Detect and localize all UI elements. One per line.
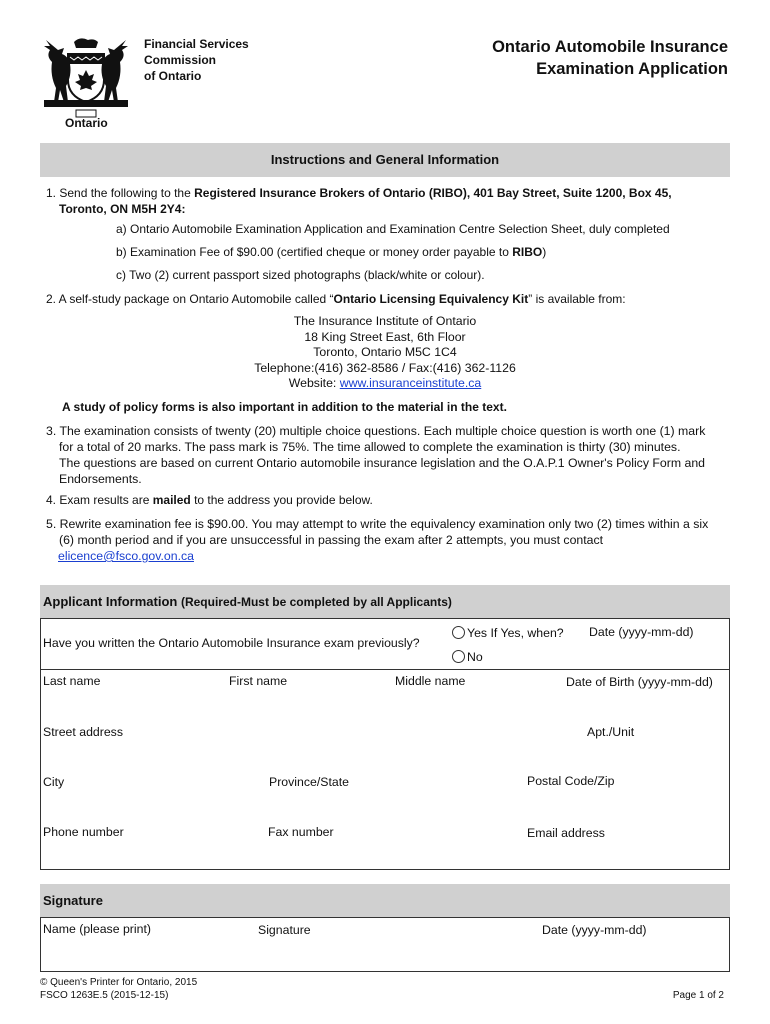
institute-city: Toronto, Ontario M5C 1C4 bbox=[313, 345, 457, 359]
apt-unit-field[interactable]: Apt./Unit bbox=[587, 725, 635, 739]
footer-form-id: FSCO 1263E.5 (2015-12-15) bbox=[40, 990, 169, 1001]
instruction-item-4: 4. Exam results are mailed to the address you provide below. bbox=[46, 493, 373, 507]
applicant-heading-note: (Required-Must be completed by all Applicants) bbox=[180, 595, 452, 609]
document-title bbox=[492, 36, 728, 80]
radio-yes[interactable]: Yes If Yes, when? bbox=[452, 626, 564, 640]
previous-exam-date-field[interactable]: Date (yyyy-mm-dd) bbox=[589, 625, 694, 639]
radio-no[interactable]: No bbox=[452, 650, 483, 664]
institute-phone: Telephone:(416) 362-8586 / Fax:(416) 362-1126 bbox=[254, 360, 516, 375]
institute-website-link[interactable]: www.insuranceinstitute.ca bbox=[339, 376, 482, 390]
instruction-item-1: 1. Send the following to the Registered Insurance Brokers of Ontario (RIBO), 401 Bay Street, Suite 1200, Box 45, bbox=[46, 186, 672, 200]
institute-address bbox=[180, 314, 590, 392]
applicant-heading: Applicant Information bbox=[43, 594, 178, 609]
province-field[interactable]: Province/State bbox=[269, 775, 349, 789]
postal-code-field[interactable]: Postal Code/Zip bbox=[527, 774, 615, 788]
street-address-field[interactable]: Street address bbox=[43, 725, 123, 739]
agency-line-2: Commission bbox=[144, 53, 217, 67]
fax-number-field[interactable]: Fax number bbox=[268, 825, 334, 839]
signature-field[interactable]: Signature bbox=[258, 923, 311, 937]
ontario-coat-of-arms-logo bbox=[38, 34, 134, 134]
agency-line-1: Financial Services bbox=[144, 37, 249, 51]
instruction-item-1b: b) Examination Fee of $90.00 (certified cheque or money order payable to RIBO) bbox=[116, 245, 547, 259]
instruction-item-3: 3. The examination consists of twenty (20) multiple choice questions. Each multiple choice question is worth one (1) mark for a total of 20 marks. The pass mark is 75%. The time allowed to complete the examination is thirty (30) minutes. The questions are based on current Ontario automobile insurance legislation and the O.A.P.1 Owner's Policy Form and Endorsements. bbox=[46, 424, 706, 486]
instructions-heading: Instructions and General Information bbox=[270, 152, 500, 167]
middle-name-field[interactable]: Middle name bbox=[395, 674, 466, 688]
instruction-item-1a: a) Ontario Automobile Examination Application and Examination Centre Selection Sheet, duly completed bbox=[116, 222, 670, 236]
agency-line-3: of Ontario bbox=[144, 69, 202, 83]
page-number: Page 1 of 2 bbox=[672, 990, 724, 1001]
institute-name: The Insurance Institute of Ontario bbox=[293, 314, 477, 328]
last-name-field[interactable]: Last name bbox=[43, 674, 101, 688]
first-name-field[interactable]: First name bbox=[229, 674, 288, 688]
footer-copyright: © Queen's Printer for Ontario, 2015 bbox=[40, 977, 198, 988]
study-note: A study of policy forms is also important in addition to the material in the text. bbox=[62, 400, 507, 414]
instruction-item-5: 5. Rewrite examination fee is $90.00. You may attempt to write the equivalency examination only two (2) times within a six (6) month period and if you are unsuccessful in passing the exam after 2 attempts, you must contact elicence@fsco.gov.on.ca bbox=[46, 517, 709, 563]
email-address-field[interactable]: Email address bbox=[527, 826, 605, 840]
title-line-2: Examination Application bbox=[536, 60, 728, 78]
signature-heading: Signature bbox=[43, 893, 103, 908]
phone-number-field[interactable]: Phone number bbox=[43, 825, 124, 839]
institute-website: Website: www.insuranceinstitute.ca bbox=[288, 376, 482, 390]
agency-name bbox=[144, 36, 249, 84]
footer-info bbox=[40, 976, 197, 1002]
email-link[interactable]: elicence@fsco.gov.on.ca bbox=[58, 549, 194, 563]
applicant-form bbox=[40, 618, 730, 870]
applicant-heading-band bbox=[40, 585, 730, 618]
name-print-field[interactable]: Name (please print) bbox=[43, 922, 151, 936]
signature-heading-band bbox=[40, 884, 730, 917]
coat-of-arms-icon bbox=[38, 34, 134, 122]
radio-yes-circle[interactable] bbox=[452, 626, 465, 639]
signature-date-field[interactable]: Date (yyyy-mm-dd) bbox=[542, 923, 647, 937]
instructions-heading-band bbox=[40, 143, 730, 177]
title-line-1: Ontario Automobile Insurance bbox=[492, 38, 728, 56]
instruction-item-2: 2. A self-study package on Ontario Automobile called “Ontario Licensing Equivalency Kit” is available from: bbox=[46, 292, 626, 306]
institute-street: 18 King Street East, 6th Floor bbox=[304, 329, 466, 344]
form-divider bbox=[40, 669, 730, 670]
date-of-birth-field[interactable]: Date of Birth (yyyy-mm-dd) bbox=[566, 675, 713, 689]
city-field[interactable]: City bbox=[43, 775, 65, 789]
radio-no-circle[interactable] bbox=[452, 650, 465, 663]
previous-exam-question: Have you written the Ontario Automobile Insurance exam previously? bbox=[43, 636, 420, 650]
instruction-item-1c: c) Two (2) current passport sized photographs (black/white or colour). bbox=[116, 268, 485, 282]
instruction-item-1-address: Toronto, ON M5H 2Y4: bbox=[59, 202, 186, 216]
logo-label: Ontario bbox=[65, 116, 108, 130]
